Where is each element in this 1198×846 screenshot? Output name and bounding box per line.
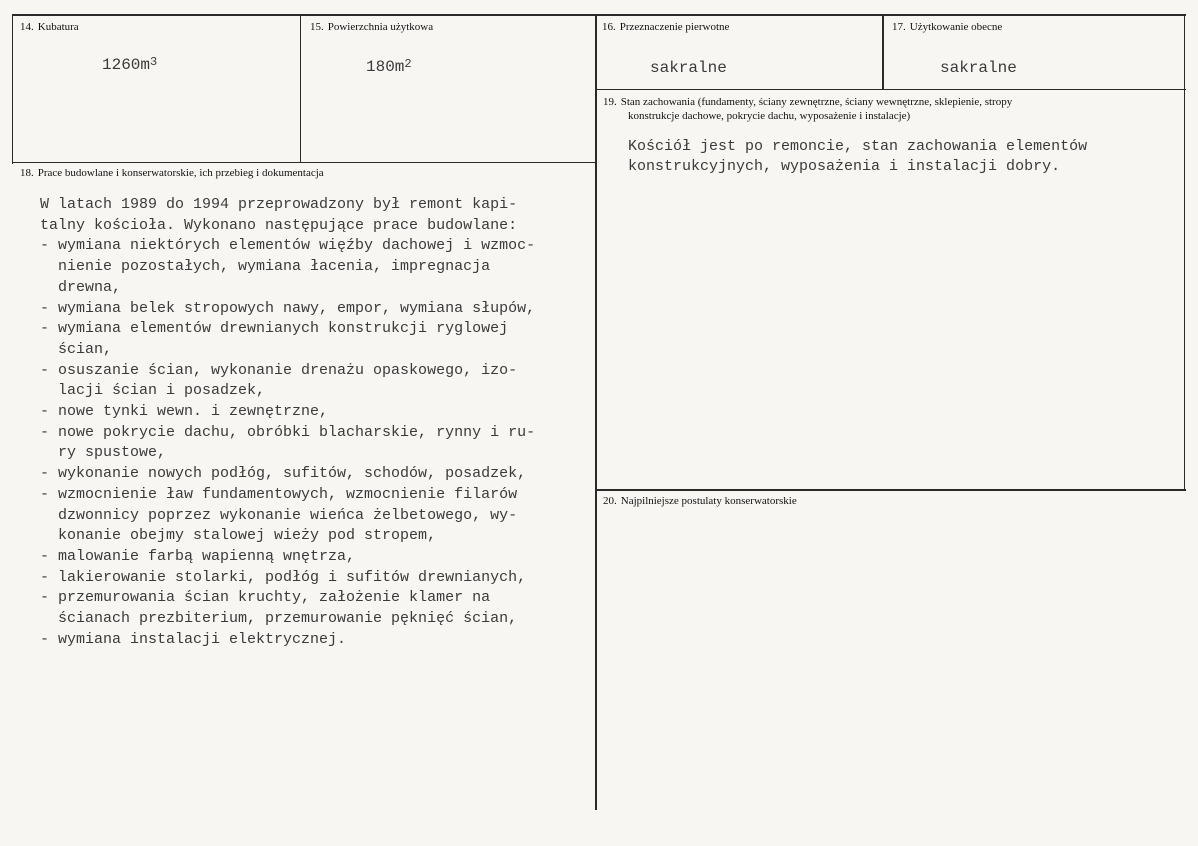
field-20-header	[603, 494, 797, 508]
field-16-header	[602, 20, 729, 34]
field-18-line: - wymiana elementów drewnianych konstrukcji ryglowej	[40, 320, 509, 338]
field-18-line: - lakierowanie stolarki, podłóg i sufitów drewnianych,	[40, 568, 527, 586]
field-19-line: konstrukcyjnych, wyposażenia i instalacji dobry.	[628, 158, 1061, 175]
field-19-line: Kościół jest po remoncie, stan zachowania elementów	[628, 138, 1088, 155]
field-18-line: - osuszanie ścian, wykonanie drenażu opaskowego, izo-	[40, 361, 518, 379]
field-20-label: Najpilniejsze postulaty konserwatorskie	[620, 495, 797, 507]
field-14-header	[20, 20, 79, 34]
field-17-value: sakralne	[940, 59, 1017, 77]
field-18-line: - wymiana belek stropowych nawy, empor, wymiana słupów,	[40, 299, 536, 317]
field-15-label: Powierzchnia użytkowa	[327, 21, 434, 33]
field-18-line: - przemurowania ścian kruchty, założenie klamer na	[40, 589, 491, 607]
left-border	[12, 14, 13, 164]
right-border	[1184, 14, 1185, 490]
field-18-line: dzwonnicy poprzez wykonanie wieńca żelbetowego, wy-	[40, 506, 518, 524]
field-19-label-line1: Stan zachowania (fundamenty, ściany zewnętrzne, ściany wewnętrzne, sklepienie, stropy	[620, 96, 1013, 108]
field-19-label-line2: konstrukcje dachowe, pokrycie dachu, wyposażenie i instalacje)	[628, 110, 911, 122]
field-18-line: konanie obejmy stalowej wieży pod stropem,	[40, 527, 437, 545]
field-18-line: - nowe pokrycie dachu, obróbki blacharskie, rynny i ru-	[40, 423, 536, 441]
field-18-line: ścianach prezbiterium, przemurowanie pęknięć ścian,	[40, 610, 518, 628]
field-15-header	[310, 20, 433, 34]
field-15-value: $180m^2$	[366, 57, 412, 76]
field-18-line: - wymiana instalacji elektrycznej.	[40, 630, 347, 648]
field-18-line: drewna,	[40, 278, 122, 296]
field-19-text	[628, 137, 1087, 177]
field-17-header	[892, 20, 1002, 34]
field-18-line: talny kościoła. Wykonano następujące prace budowlane:	[40, 216, 518, 234]
top-border	[12, 14, 1186, 16]
field-18-text	[40, 195, 600, 650]
divider-14-15	[300, 14, 301, 162]
field-16-number: 16.	[602, 21, 616, 33]
field-19-number: 19.	[603, 96, 617, 108]
field-18-line: - wzmocnienie ław fundamentowych, wzmocnienie filarów	[40, 485, 518, 503]
field-18-header	[20, 166, 324, 180]
field-18-line: - nowe tynki wewn. i zewnętrzne,	[40, 403, 329, 421]
line-above-18	[12, 162, 596, 163]
field-16-label: Przeznaczenie pierwotne	[619, 21, 730, 33]
field-14-label: Kubatura	[37, 21, 79, 33]
field-15-number: 15.	[310, 21, 324, 33]
field-18-line: - malowanie farbą wapienną wnętrza,	[40, 547, 356, 565]
field-16-value: sakralne	[650, 59, 727, 77]
field-18-line: ry spustowe,	[40, 444, 167, 462]
field-19-header	[603, 95, 1012, 123]
field-18-label: Prace budowlane i konserwatorskie, ich przebieg i dokumentacja	[37, 167, 324, 179]
field-17-label: Użytkowanie obecne	[909, 21, 1003, 33]
field-20-number: 20.	[603, 495, 617, 507]
divider-16-17	[882, 14, 884, 90]
field-18-line: ścian,	[40, 340, 113, 358]
field-18-line: - wymiana niektórych elementów więźby dachowej i wzmoc-	[40, 237, 536, 255]
field-18-number: 18.	[20, 167, 34, 179]
field-18-line: - wykonanie nowych podłóg, sufitów, schodów, posadzek,	[40, 465, 527, 483]
field-18-line: lacji ścian i posadzek,	[40, 382, 266, 400]
line-above-20	[596, 489, 1186, 491]
field-17-number: 17.	[892, 21, 906, 33]
field-14-value: $1260m^3$	[102, 55, 158, 74]
field-18-line: W latach 1989 do 1994 przeprowadzony był remont kapi-	[40, 196, 518, 213]
field-14-number: 14.	[20, 21, 34, 33]
field-18-line: nienie pozostałych, wymiana łacenia, impregnacja	[40, 258, 491, 276]
line-under-16-17	[596, 89, 1186, 90]
